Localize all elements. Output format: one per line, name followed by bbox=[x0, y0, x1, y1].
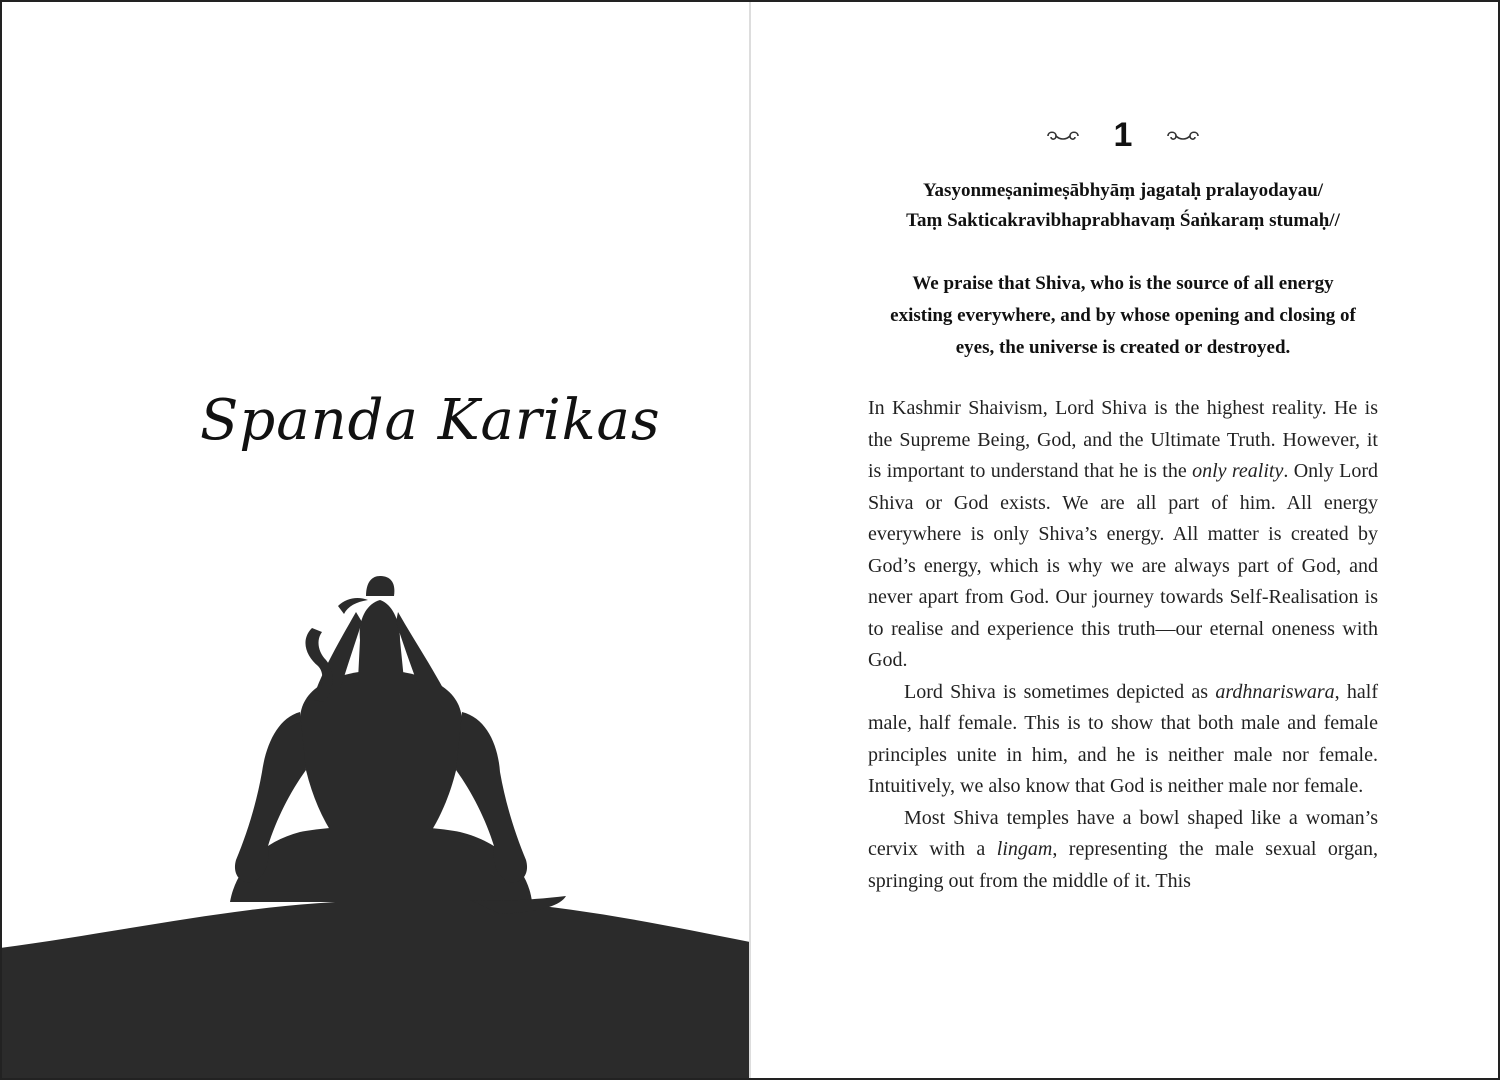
emphasis: lingam bbox=[996, 838, 1053, 860]
paragraph: Most Shiva temples have a bowl shaped like a woman’s cervix with a lingam, representing the male sexual organ, springing out from the middle of it. This bbox=[868, 806, 1379, 892]
book-title: Spanda Karikas bbox=[200, 388, 661, 453]
paragraph: Lord Shiva is sometimes depicted as ardhnariswara, half male, half female. This is to show that both male and female principles unite in him, and he is neither male nor female. Intuitively, we also know that God is neither male nor female. bbox=[868, 680, 1379, 797]
translation-line: existing everywhere, and by whose opening and closing of bbox=[890, 305, 1356, 326]
translation-line: We praise that Shiva, who is the source of all energy bbox=[912, 273, 1334, 294]
emphasis: ardhnariswara bbox=[1215, 680, 1335, 703]
verse-line: Yasyonmeṣanimeṣābhyāṃ jagataḥ pralayodayau/ bbox=[922, 180, 1324, 201]
verse-line: Taṃ Sakticakravibhaprabhavaṃ Śaṅkaraṃ stumaḥ// bbox=[906, 210, 1340, 231]
emphasis: only reality bbox=[1192, 460, 1284, 482]
chapter-number: 1 bbox=[1113, 116, 1133, 154]
paragraph: In Kashmir Shaivism, Lord Shiva is the highest reality. He is the Supreme Being, God, and the Ultimate Truth. However, it is important to understand that he is the only reality. Only Lord Shiva or God exists. We are all part of him. All energy everywhere is only Shiva’s energy. All matter is created by God’s energy, which is why we are always part of God, and never apart from God. Our journey towards Self-Realisation is to realise and experience this truth—our eternal oneness with God. bbox=[868, 397, 1378, 671]
translation-line: eyes, the universe is created or destroyed. bbox=[955, 337, 1291, 358]
